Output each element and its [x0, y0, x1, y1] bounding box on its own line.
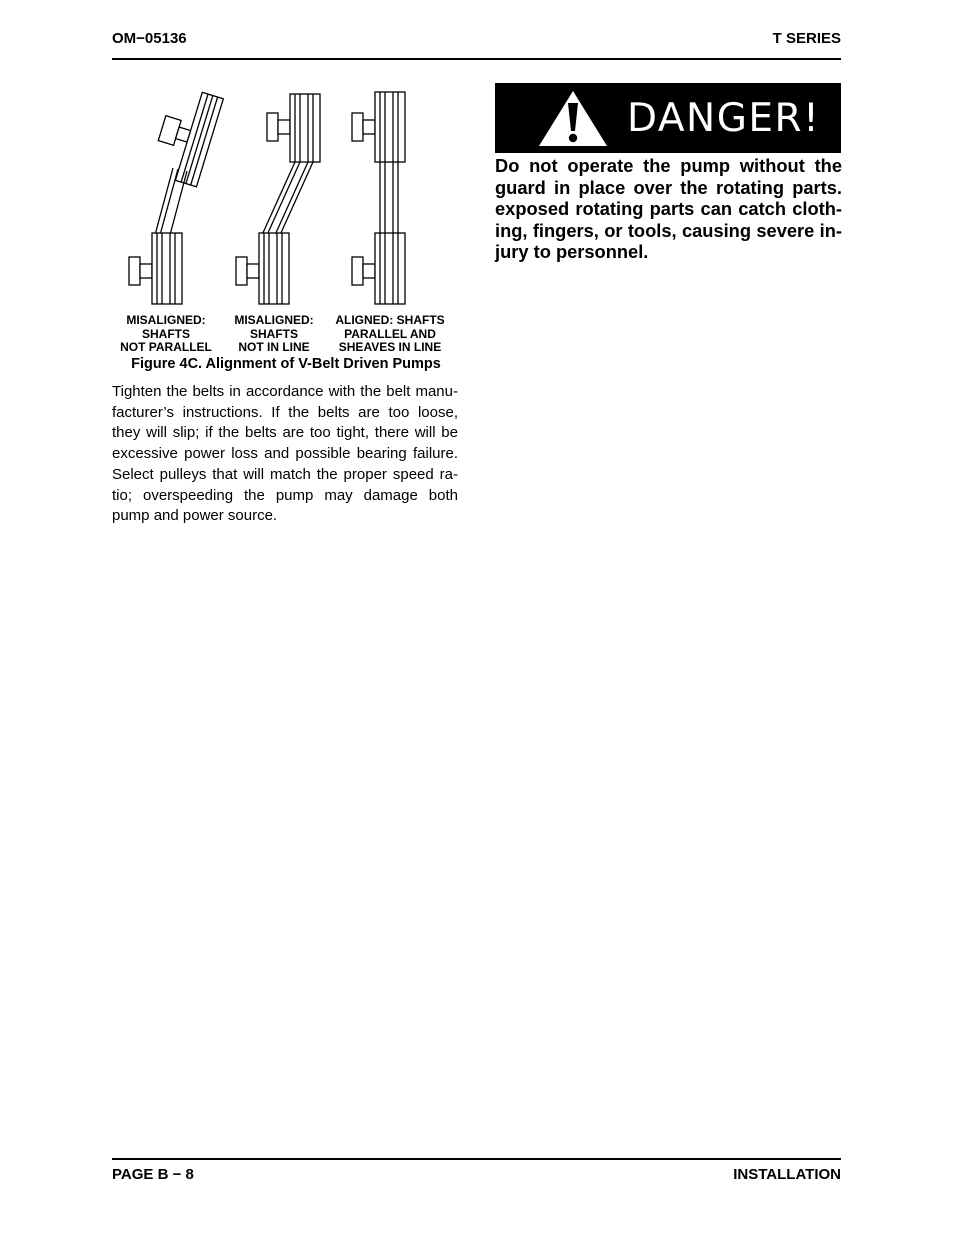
figure-title: Figure 4C. Alignment of V-Belt Driven Pumps: [131, 356, 441, 372]
warning-triangle-icon: [537, 89, 609, 147]
misaligned-not-parallel-drawing: [129, 85, 223, 304]
header-rule: [112, 58, 841, 60]
danger-message: Do not operate the pump without the guard in place over the rotating parts. exposed rotating parts can catch cloth- ing, fingers, or tools, causing severe in- jury to personnel.: [495, 155, 842, 262]
belt-alignment-figure: [112, 85, 460, 375]
danger-banner: [495, 83, 841, 153]
page-number: PAGE B − 8: [112, 1166, 194, 1183]
doc-number: OM−05136: [112, 30, 187, 47]
aligned-drawing: [352, 92, 405, 304]
danger-heading: DANGER!: [627, 96, 821, 141]
caption-aligned: ALIGNED: SHAFTS PARALLEL AND SHEAVES IN LINE: [335, 313, 445, 354]
caption-not-parallel: MISALIGNED: SHAFTS NOT PARALLEL: [120, 313, 212, 354]
caption-not-in-line: MISALIGNED: SHAFTS NOT IN LINE: [234, 313, 314, 354]
series-name: T SERIES: [772, 30, 841, 47]
section-name: INSTALLATION: [733, 1166, 841, 1183]
misaligned-not-in-line-drawing: [236, 94, 320, 304]
belt-alignment-diagram: [112, 85, 460, 350]
belt-tightening-paragraph: Tighten the belts in accordance with the belt manu- facturer’s instructions. If the belts are too loose, they will slip; if the belts are too tight, there will be excessive power loss and possible bearing failure. Select pulleys that will match the proper speed ra- tio; overspeeding the pump may damage both pump and power source.: [112, 383, 458, 525]
footer-rule: [112, 1158, 841, 1160]
